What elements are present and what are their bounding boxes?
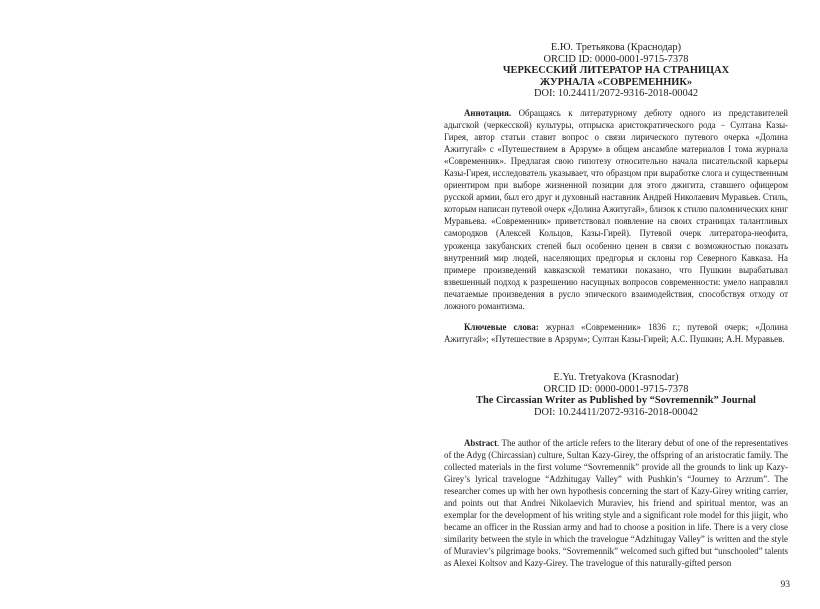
en-abstract-label: Abstract <box>464 438 498 448</box>
ru-title-line1: ЧЕРКЕССКИЙ ЛИТЕРАТОР НА СТРАНИЦАХ <box>502 65 730 77</box>
ru-keywords-label: Ключевые слова: <box>464 322 539 332</box>
ru-header <box>444 42 788 100</box>
ru-abstract-label: Аннотация. <box>464 108 512 118</box>
en-doi: DOI: 10.24411/2072-9316-2018-00042 <box>533 406 699 418</box>
ru-orcid: ORCID ID: 0000-0001-9715-7378 <box>543 53 689 65</box>
en-abstract-text: . The author of the article refers to the literary debut of one of the representatives of the Adyg (Chircassian) culture, Sultan Kazy-Girey, the offspring of an aristocratic family. The collected materials in the first volume “Sovremennik” provide all the grounds to link up Kazy-Girey’s lyrical travelogue “Adzhitugay Valley” with Pushkin’s “Journey to Arzrum”. The researcher comes up with her own hypothesis concerning the start of Kazy-Girey writing carrier, and points out that Andrei Nikolaevich Muraviev, his friend and spiritual mentor, was an exemplar for the development of his writing style and a significant role model for this jiigit, who became an officer in the Russian army and had to choose a position in life. There is a very close similarity between the style in which the travelogue “Adzhitugay Valley” is written and the style of Muraviev’s pilgrimage books. “Sovremennik” welcomed such gifted but “unschooled” talents as Alexei Koltsov and Kazy-Girey. The travelogue of this naturally-gifted person <box>444 438 788 569</box>
ru-keywords <box>444 321 788 345</box>
ru-title-line2: ЖУРНАЛА «СОВРЕМЕННИК» <box>539 76 693 88</box>
en-title: The Circassian Writer as Published by “Sovremennik” Journal <box>476 395 756 407</box>
ru-abstract <box>444 107 788 312</box>
en-orcid: ORCID ID: 0000-0001-9715-7378 <box>543 383 689 395</box>
ru-abstract-text: Обращаясь к литературному дебюту одного из представителей адыгской (черкесской) культуры, отпрыска аристократического рода − Султана Казы-Гирея, автор статьи ставит вопрос о связи лирического путевого очерка «Долина Ажитугай» с «Путешествием в Арзрум» в общем ансамбле материалов I тома журнала «Современник». Предлагая свою гипотезу относительно начала писательской карьеры Казы-Гирея, исследователь указывает, что образцом при выработке слога и существенным ориентиром при выборе жизненной позиции для этого джигита, ставшего офицером русской армии, был его друг и духовный наставник Андрей Николаевич Муравьев. Стиль, которым написан путевой очерк «Долина Ажитугай», близок к стилю паломнических книг Муравьева. «Современник» приветствовал появление на своих страницах талантливых самородков (Алексей Кольцов, Казы-Гирей). Путевой очерк литератора-неофита, уроженца закубанских степей был особенно ценен в связи с возможностью показать внутренний мир людей, населяющих предгорья и склоны гор Северного Кавказа. На примере произведений кавказской тематики показано, что Пушкин вырабатывал взвешенный подход к разрешению насущных вопросов современности: умело направлял печатаемые произведения в русло эпического взаимодействия, способствуя отходу от ложного романтизма. <box>444 108 788 311</box>
ru-keywords-text: журнал «Современник» 1836 г.; путевой очерк; «Долина Ажитугай»; «Путешествие в Арзрум»; Султан Казы-Гирей; А.С. Пушкин; А.Н. Муравьев. <box>444 322 788 345</box>
ru-doi: DOI: 10.24411/2072-9316-2018-00042 <box>533 88 699 100</box>
en-header <box>444 372 788 418</box>
en-abstract <box>444 437 788 570</box>
page-number: 93 <box>780 580 790 590</box>
en-author: E.Yu. Tretyakova (Krasnodar) <box>553 372 679 383</box>
ru-author: Е.Ю. Третьякова (Краснодар) <box>550 42 682 53</box>
